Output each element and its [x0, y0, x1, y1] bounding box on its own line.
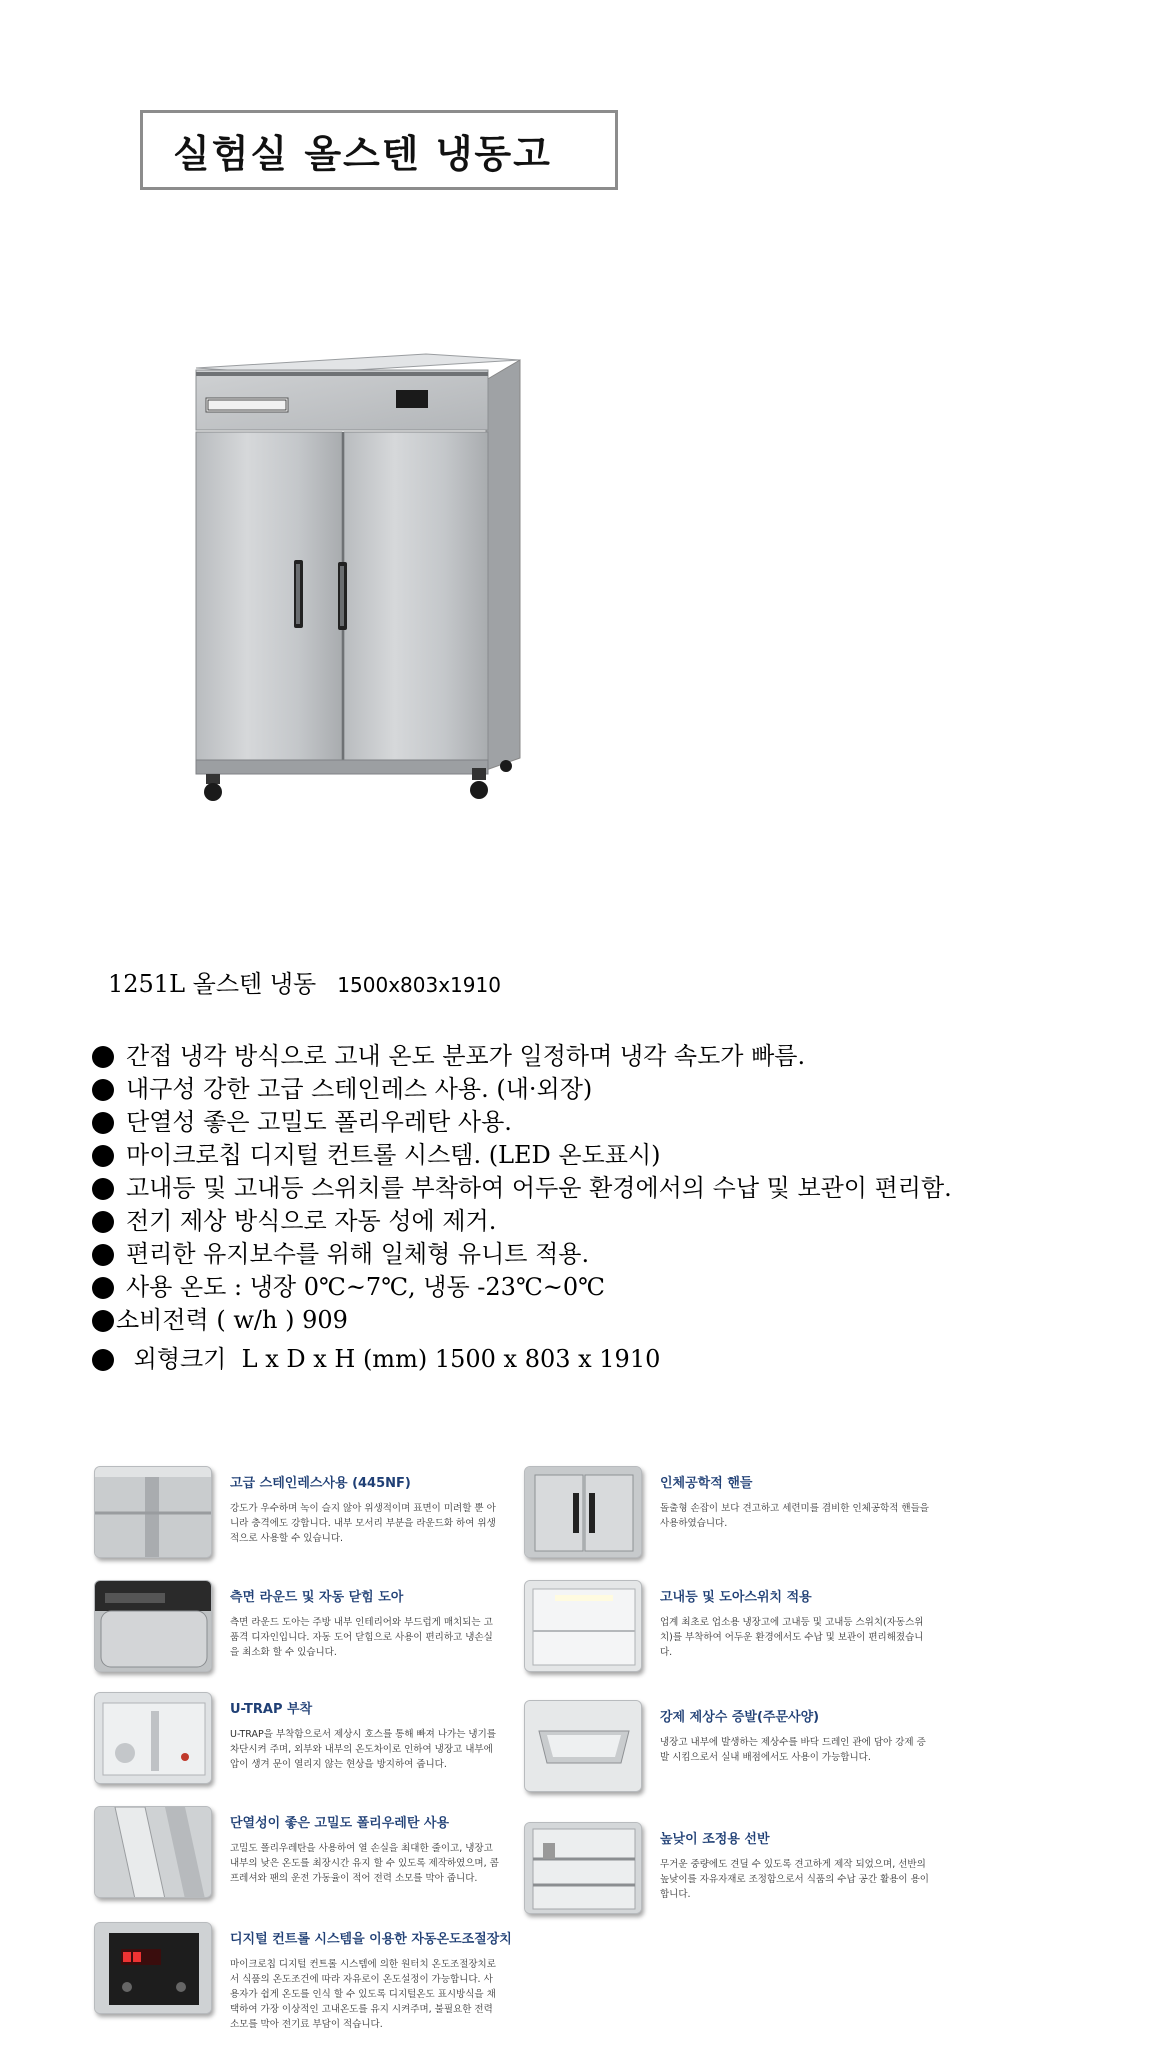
feature-list	[92, 1040, 1152, 1376]
feature-item: 편리한 유지보수를 위해 일체형 유니트 적용.	[92, 1238, 1152, 1271]
model-line	[108, 964, 501, 999]
freezer-product-image	[186, 350, 526, 810]
feature-item: 간접 냉각 방식으로 고내 온도 분포가 일정하며 냉각 속도가 빠름.	[92, 1040, 1152, 1073]
feature-item: 전기 제상 방식으로 자동 성에 제거.	[92, 1205, 1152, 1238]
utrap-thumbnail	[94, 1692, 212, 1784]
polyurethane-thumbnail	[94, 1806, 212, 1898]
panel-description: 업계 최초로 업소용 냉장고에 고내등 및 고내등 스위치(자동스위치)를 부착하여 어두운 환경에서도 수납 및 보관이 편리해졌습니다.	[660, 1617, 924, 1658]
bullet-icon	[92, 1310, 114, 1332]
panel-title: 높낮이 조정용 선반	[660, 1832, 770, 1847]
detail-panel-polyurethane	[94, 1806, 500, 1898]
detail-panel-shelf	[524, 1822, 930, 1914]
bullet-icon	[92, 1112, 114, 1134]
bullet-icon	[92, 1178, 114, 1200]
feature-item: 고내등 및 고내등 스위치를 부착하여 어두운 환경에서의 수납 및 보관이 편리함.	[92, 1172, 1152, 1205]
bullet-icon	[92, 1145, 114, 1167]
detail-panel-utrap	[94, 1692, 500, 1784]
stainless-interior-thumbnail	[94, 1466, 212, 1558]
feature-item: 마이크로칩 디지털 컨트롤 시스템. (LED 온도표시)	[92, 1139, 1152, 1172]
panel-title: 디지털 컨트롤 시스템을 이용한 자동온도조절장치	[230, 1932, 512, 1947]
panel-description: 냉장고 내부에 발생하는 제상수를 바닥 드레인 관에 담아 강제 증발 시킴으로서 실내 배점에서도 사용이 가능합니다.	[660, 1737, 926, 1763]
detail-panel-digital-control	[94, 1922, 512, 2032]
adjustable-shelf-thumbnail	[524, 1822, 642, 1914]
defrost-tray-thumbnail	[524, 1700, 642, 1792]
bullet-icon	[92, 1277, 114, 1299]
detail-panel-round-door	[94, 1580, 500, 1672]
bullet-icon	[92, 1349, 114, 1371]
panel-title: 고내등 및 도아스위치 적용	[660, 1590, 812, 1605]
panel-description: 측면 라운드 도아는 주방 내부 인테리어와 부드럽게 매치되는 고품격 디자인입니다. 자동 도어 닫힘으로 사용이 편리하고 냉손실을 최소화 할 수 있습니다.	[230, 1617, 493, 1658]
bullet-icon	[92, 1046, 114, 1068]
detail-panel-interior-light	[524, 1580, 930, 1672]
panel-title: 단열성이 좋은 고밀도 폴리우레탄 사용	[230, 1816, 450, 1831]
detail-panel-stainless	[94, 1466, 500, 1558]
panel-description: U-TRAP을 부착함으로서 제상시 호스를 통해 빠져 나가는 냉기를 차단시켜 주며, 외부와 내부의 온도차이로 인하여 냉장고 내부에 압이 생겨 문이 열리지 않는 현상을 방지하여 줍니다.	[230, 1729, 496, 1770]
panel-title: U-TRAP 부착	[230, 1702, 313, 1717]
feature-item: 내구성 강한 고급 스테인레스 사용. (내·외장)	[92, 1073, 1152, 1106]
ergonomic-handle-thumbnail	[524, 1466, 642, 1558]
round-door-thumbnail	[94, 1580, 212, 1672]
panel-description: 돌출형 손잡이 보다 견고하고 세련미를 겸비한 인체공학적 핸들을 사용하였습니다.	[660, 1503, 929, 1529]
panel-description: 무거운 중량에도 견딜 수 있도록 견고하게 제작 되었으며, 선반의 높낮이를 자유자재로 조정함으로서 식품의 수납 공간 활용이 용이합니다.	[660, 1859, 929, 1900]
model-name: 1251L 올스텐 냉동	[108, 970, 317, 998]
panel-title: 강제 제상수 증발(주문사양)	[660, 1710, 820, 1725]
interior-light-thumbnail	[524, 1580, 642, 1672]
panel-title: 인체공학적 핸들	[660, 1476, 753, 1491]
power-spec: 소비전력 ( w/h ) 909	[92, 1304, 1152, 1337]
detail-panel-handle	[524, 1466, 930, 1558]
feature-item: 사용 온도 : 냉장 0℃~7℃, 냉동 -23℃~0℃	[92, 1271, 1152, 1304]
bullet-icon	[92, 1244, 114, 1266]
panel-description: 고밀도 폴리우레탄을 사용하여 열 손실을 최대한 줄이고, 냉장고 내부의 낮은 온도를 최장시간 유지 할 수 있도록 제작하였으며, 콤프레셔와 팬의 운전 가동율이 적어 전력 소모를 막아 줍니다.	[230, 1843, 499, 1884]
bullet-icon	[92, 1211, 114, 1233]
panel-description: 강도가 우수하며 녹이 슬지 않아 위생적이며 표면이 미려할 뿐 아니라 충격에도 강합니다. 내부 모서리 부분을 라운드화 하여 위생적으로 사용할 수 있습니다.	[230, 1503, 496, 1544]
digital-control-thumbnail	[94, 1922, 212, 2014]
panel-description: 마이크로칩 디지털 컨트롤 시스템에 의한 원터치 온도조절장치로서 식품의 온도조건에 따라 자유로이 온도설정이 가능합니다. 사용자가 쉽게 온도를 인식 할 수 있도록 디지털온도 표시방식을 채택하여 가장 이상적인 고내온도를 유지 시켜주며, 불필요한 전력소모를 막아 전기료 부담이 적습니다.	[230, 1959, 496, 2030]
size-spec: 외형크기 L x D x H (mm) 1500 x 803 x 1910	[92, 1343, 1152, 1376]
model-dimensions: 1500x803x1910	[337, 973, 501, 997]
feature-item: 단열성 좋은 고밀도 폴리우레탄 사용.	[92, 1106, 1152, 1139]
title-box	[140, 110, 618, 190]
bullet-icon	[92, 1079, 114, 1101]
panel-title: 고급 스테인레스사용 (445NF)	[230, 1476, 411, 1491]
detail-panel-defrost	[524, 1700, 930, 1792]
page-title: 실험실 올스텐 냉동고	[173, 131, 552, 176]
panel-title: 측면 라운드 및 자동 닫힘 도아	[230, 1590, 404, 1605]
